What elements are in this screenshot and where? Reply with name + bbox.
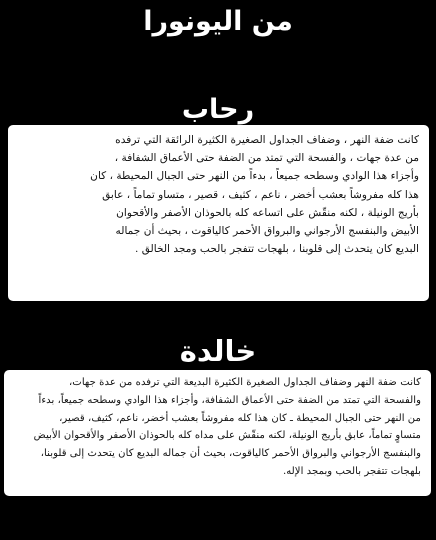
section-title-khalda: خالدة [179, 334, 257, 368]
text-line: كانت ضفة النهر وضفاف الجداول الصغيرة الكثيرة البديعة التي ترفده من عدة جهات، [68, 377, 421, 388]
text-line: بلهجات تتفجر بالحب وبمجد الإله. [282, 465, 421, 477]
text-line: والفسحة التي تمتد من الضفة حتى الأعماق الشفافة، وأجزاء هذا الوادي وسطحه جميعاً، بدءاً [38, 394, 421, 406]
page-title: من اليونورا [143, 6, 293, 37]
text-line: من النهر حتى الجبال المحيطة ـ كان هذا كله مفروشاً بعشب أخضر، ناعم، كثيف، قصير، [59, 412, 421, 424]
text-line: من عدة جهات ، والفسحة التي تمتد من الضفة حتى الأعماق الشفافة ، [114, 152, 419, 165]
text-line: كانت ضفة النهر ، وضفاف الجداول الصغيرة الكثيرة الرائقة التي ترفده [115, 134, 419, 146]
text-line: والبنفسج الأرجواني والبرواق الأحمر كالياقوت، بحيث أن جماله البديع كان يتحدث إلى قلوبنا، [40, 448, 421, 460]
section-title-rehab: رحاب [181, 94, 255, 125]
translation-card-khalda [4, 370, 431, 496]
text-line: الأبيض والبنفسج الأرجواني والبرواق الأحمر كالياقوت ، بحيث أن جماله [115, 225, 419, 238]
text-line: وأجزاء هذا الوادي وسطحه جميعاً ، بدءاً من النهر حتى الجبال المحيطة ، كان [90, 170, 419, 183]
text-line: بأريج الونيلة ، لكنه منقّش على اتساعه كله بالحوذان الأصفر والأقحوان [116, 206, 419, 219]
text-line: متساوٍ تماماً، عابق بأريج الونيلة، لكنه منقّش على مداه كله بالحوذان الأصفر والأقحوان الأبيض [33, 430, 421, 442]
text-line: البديع كان يتحدث إلى قلوبنا ، بلهجات تتفجر بالحب ومجد الخالق . [134, 243, 419, 256]
translation-card-rehab [8, 125, 429, 301]
text-line: هذا كله مفروشاً بعشب أخضر ، ناعم ، كثيف ، قصير ، متساو تماماً ، عابق [102, 188, 419, 201]
